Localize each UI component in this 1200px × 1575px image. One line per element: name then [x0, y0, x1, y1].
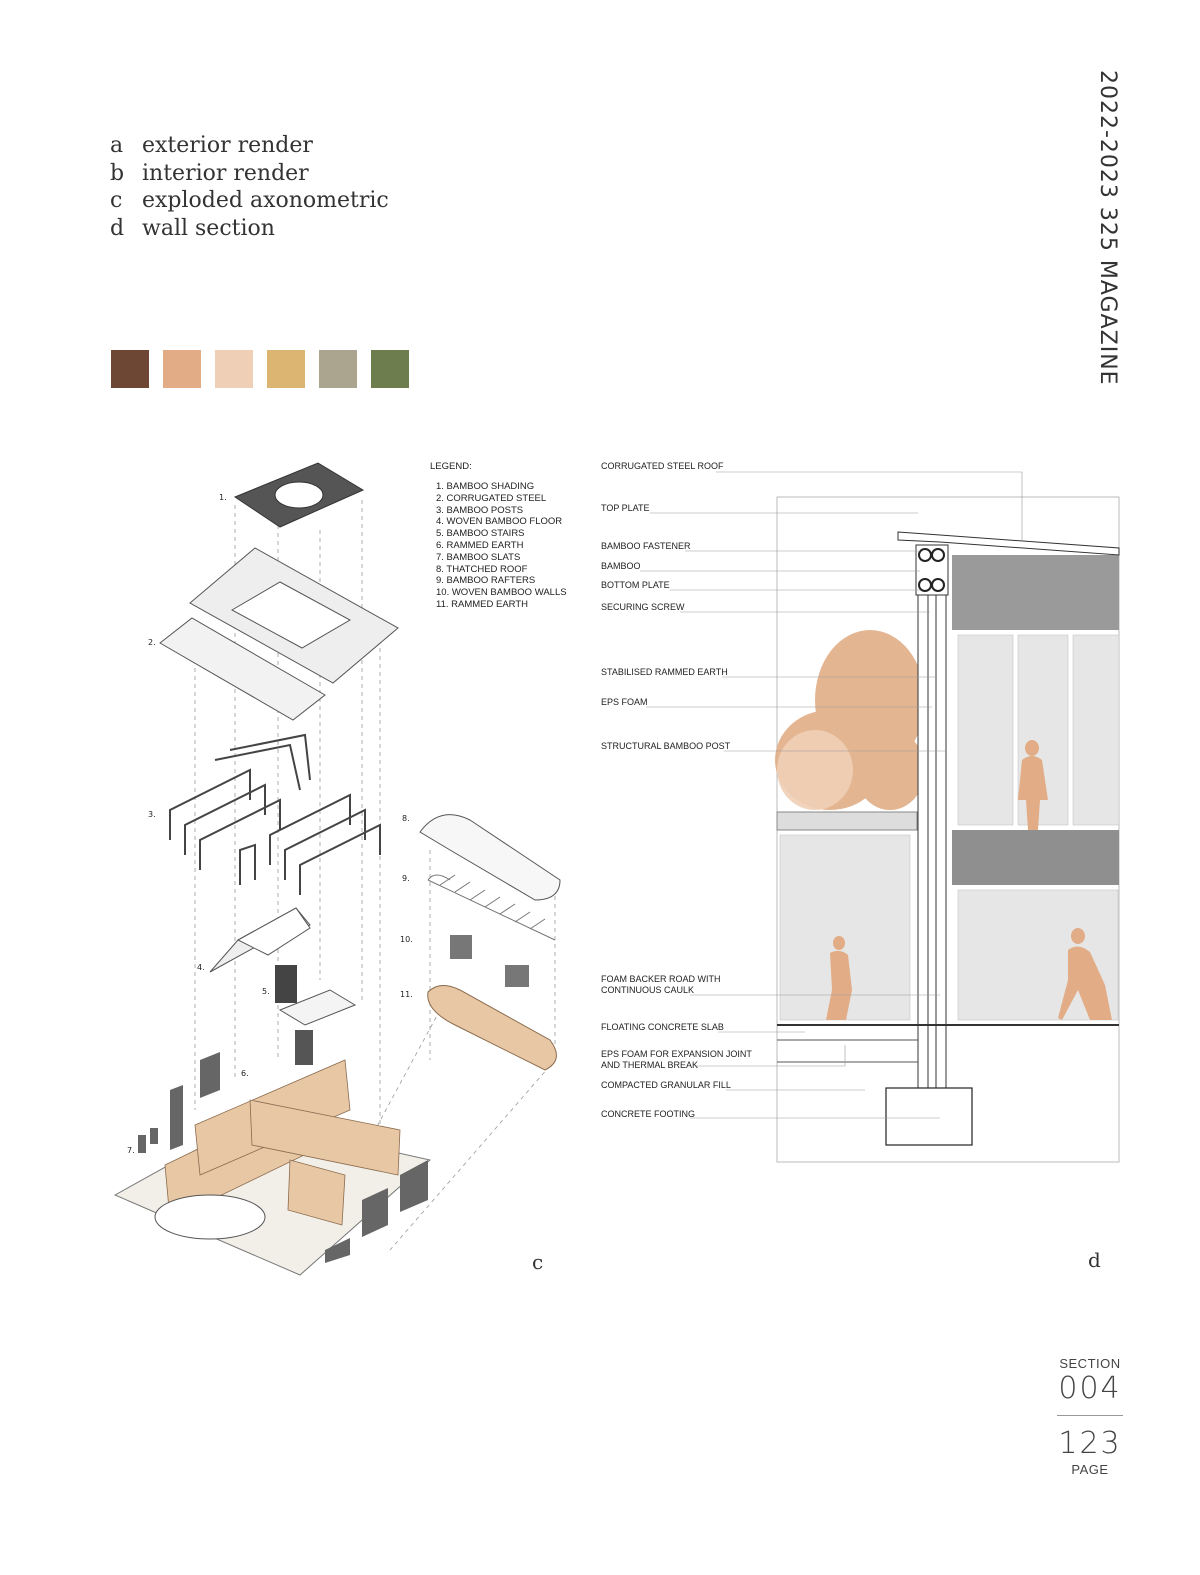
axo-number: 4. — [197, 963, 205, 972]
legend-item: 3. BAMBOO POSTS — [436, 504, 524, 516]
label-securing-screw: SECURING SCREW — [601, 602, 685, 612]
legend-item: 4. WOVEN BAMBOO FLOOR — [436, 516, 563, 528]
figure-letter-d: d — [1088, 1248, 1101, 1272]
axo-number: 6. — [241, 1069, 249, 1078]
legend-item: 2. CORRUGATED STEEL — [436, 492, 547, 504]
legend-item: 11. RAMMED EARTH — [436, 598, 529, 610]
label-concrete-footing: CONCRETE FOOTING — [601, 1109, 695, 1119]
caption-text: interior render — [142, 160, 309, 186]
axo-number: 11. — [400, 990, 413, 999]
label-line: CONTINUOUS CAULK — [601, 984, 695, 995]
label-bamboo: BAMBOO — [601, 561, 641, 571]
label-stabilised-rammed-earth: STABILISED RAMMED EARTH — [601, 667, 728, 677]
footer-divider — [1057, 1415, 1123, 1416]
caption-letter: d — [110, 215, 125, 241]
caption-letter: b — [110, 160, 125, 186]
label-foam-backer — [601, 974, 721, 995]
label-line: AND THERMAL BREAK — [601, 1059, 699, 1070]
axo-number: 1. — [219, 493, 227, 502]
label-floating-concrete-slab: FLOATING CONCRETE SLAB — [601, 1022, 724, 1032]
caption-text: exploded axonometric — [142, 188, 389, 213]
label-structural-bamboo-post: STRUCTURAL BAMBOO POST — [601, 741, 731, 751]
section-number: 004 — [1058, 1371, 1122, 1406]
page-footer — [1050, 1356, 1130, 1477]
axo-number: 8. — [402, 814, 410, 823]
axo-number: 9. — [402, 874, 410, 883]
label-bottom-plate: BOTTOM PLATE — [601, 580, 670, 590]
legend-item: 1. BAMBOO SHADING — [436, 481, 535, 492]
caption-letter: c — [110, 188, 123, 213]
axo-number: 3. — [148, 810, 156, 819]
legend-item: 5. BAMBOO STAIRS — [436, 528, 525, 540]
figure-letter-c: c — [532, 1250, 544, 1274]
section-label: SECTION — [1059, 1356, 1121, 1371]
label-eps-expansion-joint — [601, 1049, 752, 1070]
axo-number: 2. — [148, 638, 156, 647]
caption-text: wall section — [142, 215, 275, 241]
page-number: 123 — [1058, 1426, 1122, 1461]
label-top-plate: TOP PLATE — [601, 503, 650, 513]
caption-letter: a — [110, 133, 124, 158]
magazine-title: 2022-2023 325 MAGAZINE — [1095, 70, 1120, 386]
label-corrugated-steel-roof: CORRUGATED STEEL ROOF — [601, 461, 724, 471]
legend-item: 9. BAMBOO RAFTERS — [436, 575, 536, 587]
label-line: EPS FOAM FOR EXPANSION JOINT — [601, 1049, 752, 1059]
axo-number: 7. — [127, 1146, 135, 1155]
page-label: PAGE — [1071, 1462, 1109, 1477]
label-compacted-granular-fill: COMPACTED GRANULAR FILL — [601, 1080, 731, 1090]
legend-item: 10. WOVEN BAMBOO WALLS — [436, 587, 567, 599]
label-bamboo-fastener: BAMBOO FASTENER — [601, 541, 691, 551]
legend-item: 7. BAMBOO SLATS — [436, 551, 521, 563]
axo-number: 5. — [262, 987, 270, 996]
caption-text: exterior render — [142, 133, 313, 158]
legend-item: 6. RAMMED EARTH — [436, 539, 524, 551]
axo-number: 10. — [400, 935, 413, 944]
legend-title: LEGEND: — [430, 461, 472, 472]
legend-item: 8. THATCHED ROOF — [436, 563, 528, 575]
label-line: FOAM BACKER ROAD WITH — [601, 974, 721, 984]
label-eps-foam: EPS FOAM — [601, 697, 648, 707]
